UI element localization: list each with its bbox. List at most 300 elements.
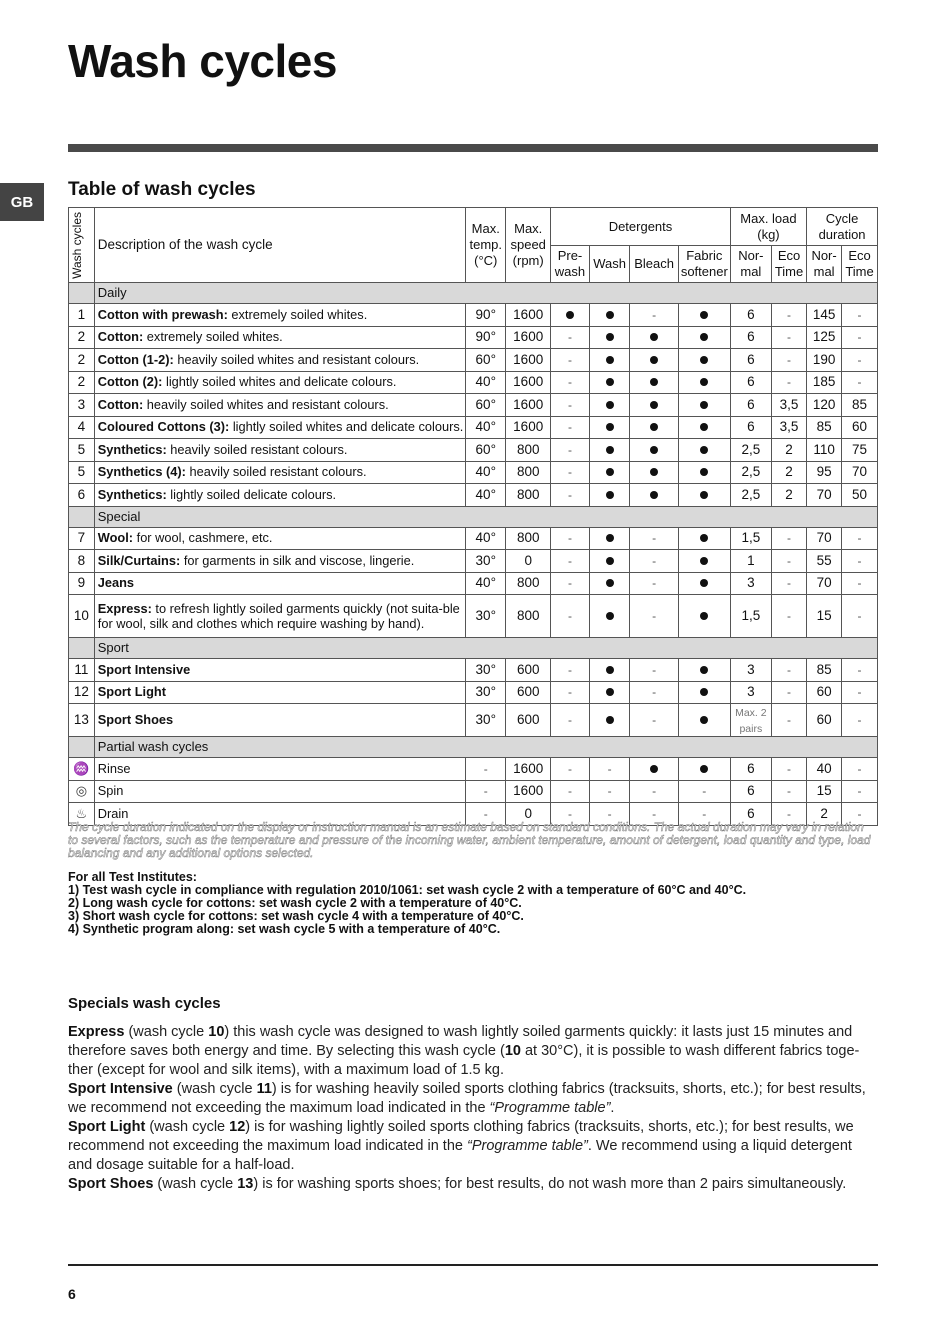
max-temp-cell: 30° [466,595,506,638]
dash-mark: - [483,761,488,776]
load-normal-cell: 6 [730,326,771,349]
duration-eco-cell: 85 [842,394,878,417]
load-eco-cell: 2 [771,439,806,462]
dash-mark: - [857,662,862,677]
bullet-mark [606,557,614,565]
cycle-description [94,527,466,550]
softener-cell [678,326,730,349]
duration-eco-cell [842,659,878,682]
bullet-mark [606,468,614,476]
bullet-mark [650,423,658,431]
bullet-mark [700,557,708,565]
max-temp-cell: 40° [466,572,506,595]
dash-mark: - [857,761,862,776]
max-speed-cell: 1600 [506,304,551,327]
header-max-temp: Max. temp. (°C) [466,208,506,283]
cycle-name: Coloured Cottons (3): [97,419,230,435]
load-normal-cell: 1,5 [730,527,771,550]
cycle-description [94,659,466,682]
table-row [69,304,878,327]
dash-mark: - [857,531,862,546]
bullet-mark [700,446,708,454]
cycle-detail: for wool, cashmere, etc. [133,530,273,546]
specials-paragraph [68,1175,880,1194]
special-cycle-name: Sport Shoes [68,1176,154,1192]
max-temp-cell: 30° [466,659,506,682]
max-speed-cell: 800 [506,527,551,550]
cycle-description [94,349,466,372]
special-text: (wash cycle [172,1081,257,1097]
table-row [69,704,878,737]
specials-paragraph [68,1023,880,1080]
specials-text [68,1023,880,1194]
cycle-detail: heavily soiled whites and resistant colours. [143,396,389,412]
duration-disclaimer: The cycle duration indicated on the display or instruction manual is an estimate based on standard conditions. The actual duration may vary in relation to several factors, such as the temperature and pressure of the incoming water, ambient temperature, amount of detergent, load quantity and type, load balancing and any additional options selected. [68,820,871,860]
max-speed-cell: 800 [506,439,551,462]
bleach-cell [630,681,678,704]
duration-normal-cell: 55 [807,550,842,573]
cycle-detail: lightly soiled whites and delicate colours. [229,419,464,435]
max-temp-cell: 40° [466,416,506,439]
bullet-mark [700,716,708,724]
bullet-mark [700,401,708,409]
max-speed-cell: 1600 [506,326,551,349]
special-text: . We recommend using a liquid detergent and dosage suitable for a half-load. [68,1138,852,1173]
dash-mark: - [607,806,612,821]
special-text: (wash cycle [153,1176,238,1192]
cycle-detail: lightly soiled whites and delicate colours. [162,374,397,390]
header-wash: Wash [589,246,630,283]
bullet-mark [700,333,708,341]
wash-cell [589,326,630,349]
duration-eco-cell [842,527,878,550]
max-temp-cell: 30° [466,704,506,737]
cycle-number: 1 [69,304,95,327]
dash-mark: - [567,442,572,457]
cycle-number: 10 [69,595,95,638]
dash-mark: - [857,609,862,623]
load-normal-cell: 3 [730,681,771,704]
duration-eco-cell [842,704,878,737]
dash-mark: - [652,609,657,623]
group-label: Partial wash cycles [94,737,877,758]
bullet-mark [606,716,614,724]
max-temp-cell: 60° [466,349,506,372]
table-row [69,527,878,550]
cycle-number: 2 [69,349,95,372]
cycle-detail: heavily soiled resistant colours. [166,441,348,457]
load-eco-cell [771,659,806,682]
max-speed-cell: 600 [506,659,551,682]
bleach-cell [630,461,678,484]
special-text: ) is for washing sports shoes; for best results, do not wash more than 2 pairs simultaneously. [253,1176,847,1192]
load-eco-cell: 2 [771,484,806,507]
load-eco-cell [771,572,806,595]
bullet-mark [700,765,708,773]
cycle-description [94,484,466,507]
load-normal-cell: 3 [730,659,771,682]
max-speed-cell: 1600 [506,416,551,439]
load-normal-cell: 2,5 [730,439,771,462]
footer-divider [68,1264,878,1266]
dash-mark: - [787,806,792,821]
bleach-cell [630,304,678,327]
bullet-mark [606,688,614,696]
duration-normal-cell: 190 [807,349,842,372]
cycle-detail: lightly soiled delicate colours. [166,486,337,502]
cycle-number: 3 [69,394,95,417]
prewash-cell [551,572,590,595]
table-row [69,780,878,803]
load-normal-cell: 3 [730,572,771,595]
bullet-mark [606,534,614,542]
dash-mark: - [567,713,572,727]
prewash-cell [551,439,590,462]
bleach-cell [630,484,678,507]
table-row [69,659,878,682]
header-duration-eco: Eco Time [842,246,878,283]
duration-normal-cell: 60 [807,704,842,737]
load-eco-cell: 3,5 [771,394,806,417]
dash-mark: - [787,685,792,700]
table-row [69,595,878,638]
dash-mark: - [567,662,572,677]
prewash-cell [551,371,590,394]
max-pairs-note: Max. 2 pairs [735,707,767,735]
dash-mark: - [567,397,572,412]
duration-eco-cell [842,304,878,327]
softener-cell [678,439,730,462]
dash-mark: - [857,330,862,345]
header-detergents: Detergents [551,208,731,246]
duration-eco-cell: 70 [842,461,878,484]
dash-mark: - [483,806,488,821]
dash-mark: - [857,553,862,568]
load-normal-cell: 6 [730,803,771,826]
dash-mark: - [567,531,572,546]
bleach-cell [630,527,678,550]
table-row [69,572,878,595]
load-normal-cell: 1 [730,550,771,573]
drain-icon: ♨ [75,805,88,821]
wash-cell [589,304,630,327]
special-cycle-number: 10 [208,1024,225,1040]
bullet-mark [650,491,658,499]
softener-cell [678,461,730,484]
cycle-number: 12 [69,681,95,704]
cycle-detail: for garments in silk and viscose, lingerie. [180,552,415,568]
load-eco-cell [771,550,806,573]
header-max-load: Max. load (kg) [730,208,806,246]
load-eco-cell [771,758,806,781]
softener-cell [678,371,730,394]
softener-cell [678,659,730,682]
bullet-mark [606,378,614,386]
dash-mark: - [567,576,572,591]
header-bleach: Bleach [630,246,678,283]
bullet-mark [700,534,708,542]
cycle-name: Cotton: [97,329,144,345]
bullet-mark [700,491,708,499]
cycle-detail: Spin [97,783,124,799]
bleach-cell [630,572,678,595]
special-cycle-name: Sport Intensive [68,1081,173,1097]
dash-mark: - [567,330,572,345]
load-eco-cell [771,304,806,327]
bullet-mark [700,468,708,476]
bullet-mark [606,491,614,499]
cycle-name: Cotton (1-2): [97,351,174,367]
cycle-name: Wool: [97,530,134,546]
wash-cell [589,572,630,595]
duration-eco-cell: 50 [842,484,878,507]
institutes-heading: For all Test Institutes: [68,870,197,884]
cycle-description [94,326,466,349]
group-row [69,638,878,659]
group-row [69,283,878,304]
load-normal-cell: 6 [730,349,771,372]
group-row [69,506,878,527]
dash-mark: - [787,713,792,727]
bullet-mark [606,401,614,409]
load-eco-cell [771,595,806,638]
load-eco-cell [771,326,806,349]
duration-normal-cell: 85 [807,659,842,682]
max-temp-cell [466,780,506,803]
load-eco-cell [771,681,806,704]
table-row [69,758,878,781]
max-speed-cell: 800 [506,461,551,484]
cycle-name: Sport Shoes [97,712,174,727]
duration-normal-cell: 60 [807,681,842,704]
special-text: ) this wash cycle was designed to wash lightly soiled garments quickly: it lasts just 15 minutes and therefore saves both energy and time. By selecting this wash cycle ( [68,1024,853,1059]
bullet-mark [700,612,708,620]
specials-heading: Specials wash cycles [68,995,221,1012]
bullet-mark [566,311,574,319]
wash-cell [589,439,630,462]
special-cycle-number: 13 [237,1176,254,1192]
softener-cell [678,681,730,704]
dash-mark: - [652,576,657,591]
bullet-mark [700,311,708,319]
bleach-cell [630,780,678,803]
bullet-mark [700,378,708,386]
cycle-description [94,758,466,781]
duration-normal-cell: 95 [807,461,842,484]
wash-cycles-table [68,207,878,826]
duration-eco-cell [842,572,878,595]
specials-paragraph [68,1118,880,1175]
max-temp-cell: 30° [466,681,506,704]
cycle-number: 13 [69,704,95,737]
softener-cell [678,527,730,550]
load-eco-cell [771,371,806,394]
institutes-item: 1) Test wash cycle in compliance with regulation 2010/1061: set wash cycle 2 with a temperature of 60°C and 40°C. [68,883,747,897]
header-load-eco: Eco Time [771,246,806,283]
softener-cell [678,304,730,327]
max-temp-cell: 60° [466,394,506,417]
dash-mark: - [567,487,572,502]
header-max-speed: Max. speed (rpm) [506,208,551,283]
cycle-number [69,758,95,781]
max-speed-cell: 1600 [506,371,551,394]
cycle-description [94,681,466,704]
dash-mark: - [652,784,657,799]
special-cycle-number: 11 [256,1081,272,1097]
dash-mark: - [857,352,862,367]
cycle-name: Silk/Curtains: [97,552,181,568]
duration-normal-cell: 70 [807,572,842,595]
table-row [69,371,878,394]
load-normal-cell: 6 [730,780,771,803]
cycle-description [94,572,466,595]
dash-mark: - [787,531,792,546]
bullet-mark [606,311,614,319]
wash-cell [589,550,630,573]
institutes-item: 3) Short wash cycle for cottons: set wash cycle 4 with a temperature of 40°C. [68,909,524,923]
wash-cell [589,461,630,484]
dash-mark: - [787,330,792,345]
bullet-mark [650,468,658,476]
dash-mark: - [702,784,707,799]
bullet-mark [606,423,614,431]
dash-mark: - [567,761,572,776]
bullet-mark [606,333,614,341]
dash-mark: - [787,784,792,799]
bullet-mark [700,423,708,431]
cycle-number: 2 [69,326,95,349]
prewash-cell [551,595,590,638]
dash-mark: - [787,375,792,390]
max-temp-cell [466,758,506,781]
wash-cell [589,484,630,507]
load-normal-cell: 6 [730,394,771,417]
header-wash-cycles: Wash cycles [69,208,95,283]
bleach-cell [630,758,678,781]
prewash-cell [551,349,590,372]
duration-normal-cell: 70 [807,527,842,550]
dash-mark: - [787,662,792,677]
cycle-description [94,371,466,394]
bullet-mark [606,666,614,674]
cycle-description [94,304,466,327]
load-eco-cell [771,349,806,372]
load-normal-cell: 6 [730,758,771,781]
dash-mark: - [652,307,657,322]
dash-mark: - [607,784,612,799]
cycle-name: Synthetics: [97,441,167,457]
bullet-mark [650,333,658,341]
load-normal-cell: 6 [730,416,771,439]
bullet-mark [700,356,708,364]
bleach-cell [630,704,678,737]
softener-cell [678,704,730,737]
duration-eco-cell [842,681,878,704]
bleach-cell [630,326,678,349]
bullet-mark [606,612,614,620]
load-eco-cell [771,704,806,737]
bullet-mark [700,579,708,587]
title-divider [68,144,878,152]
max-speed-cell: 600 [506,681,551,704]
bleach-cell [630,371,678,394]
page-title: Wash cycles [68,35,337,87]
max-temp-cell: 40° [466,484,506,507]
prewash-cell [551,304,590,327]
duration-eco-cell [842,595,878,638]
prewash-cell [551,326,590,349]
duration-eco-cell: 60 [842,416,878,439]
max-speed-cell: 600 [506,704,551,737]
table-row [69,349,878,372]
wash-cell [589,681,630,704]
load-eco-cell [771,780,806,803]
table-row [69,484,878,507]
table-row [69,326,878,349]
duration-normal-cell: 145 [807,304,842,327]
dash-mark: - [857,307,862,322]
max-speed-cell: 1600 [506,758,551,781]
max-temp-cell: 40° [466,527,506,550]
cycle-name: Cotton with prewash: [97,306,228,322]
cycle-number [69,780,95,803]
header-load-normal: Nor-mal [730,246,771,283]
max-speed-cell: 1600 [506,394,551,417]
cycle-number: 7 [69,527,95,550]
dash-mark: - [607,761,612,776]
bullet-mark [650,765,658,773]
special-text: (wash cycle [145,1119,230,1135]
softener-cell [678,484,730,507]
duration-normal-cell: 70 [807,484,842,507]
group-spacer [69,283,95,304]
table-row [69,439,878,462]
wash-cell [589,780,630,803]
cycle-number: 4 [69,416,95,439]
bullet-mark [650,356,658,364]
duration-normal-cell: 40 [807,758,842,781]
institutes-item: 4) Synthetic program along: set wash cycle 5 with a temperature of 40°C. [68,922,501,936]
cycle-name: Synthetics (4): [97,464,186,480]
cycle-number: 8 [69,550,95,573]
bullet-mark [606,579,614,587]
prewash-cell [551,461,590,484]
duration-normal-cell: 85 [807,416,842,439]
max-speed-cell: 800 [506,595,551,638]
max-speed-cell: 0 [506,803,551,826]
cycle-name: Cotton: [97,396,144,412]
dash-mark: - [857,713,862,727]
duration-normal-cell: 15 [807,595,842,638]
wash-cell [589,595,630,638]
dash-mark: - [787,609,792,623]
dash-mark: - [652,553,657,568]
max-temp-cell: 90° [466,326,506,349]
dash-mark: - [787,553,792,568]
bullet-mark [650,401,658,409]
softener-cell [678,550,730,573]
cycle-description [94,416,466,439]
max-speed-cell: 800 [506,484,551,507]
header-cycle-duration: Cycle duration [807,208,878,246]
dash-mark: - [567,465,572,480]
dash-mark: - [652,662,657,677]
special-text: . [610,1100,615,1116]
special-text: at 30°C), it is possible to wash different fabrics toge-ther (except for wool and silk items), with a maximum load of 1.5 kg. [68,1043,860,1078]
softener-cell [678,572,730,595]
dash-mark: - [567,784,572,799]
wash-cell [589,371,630,394]
